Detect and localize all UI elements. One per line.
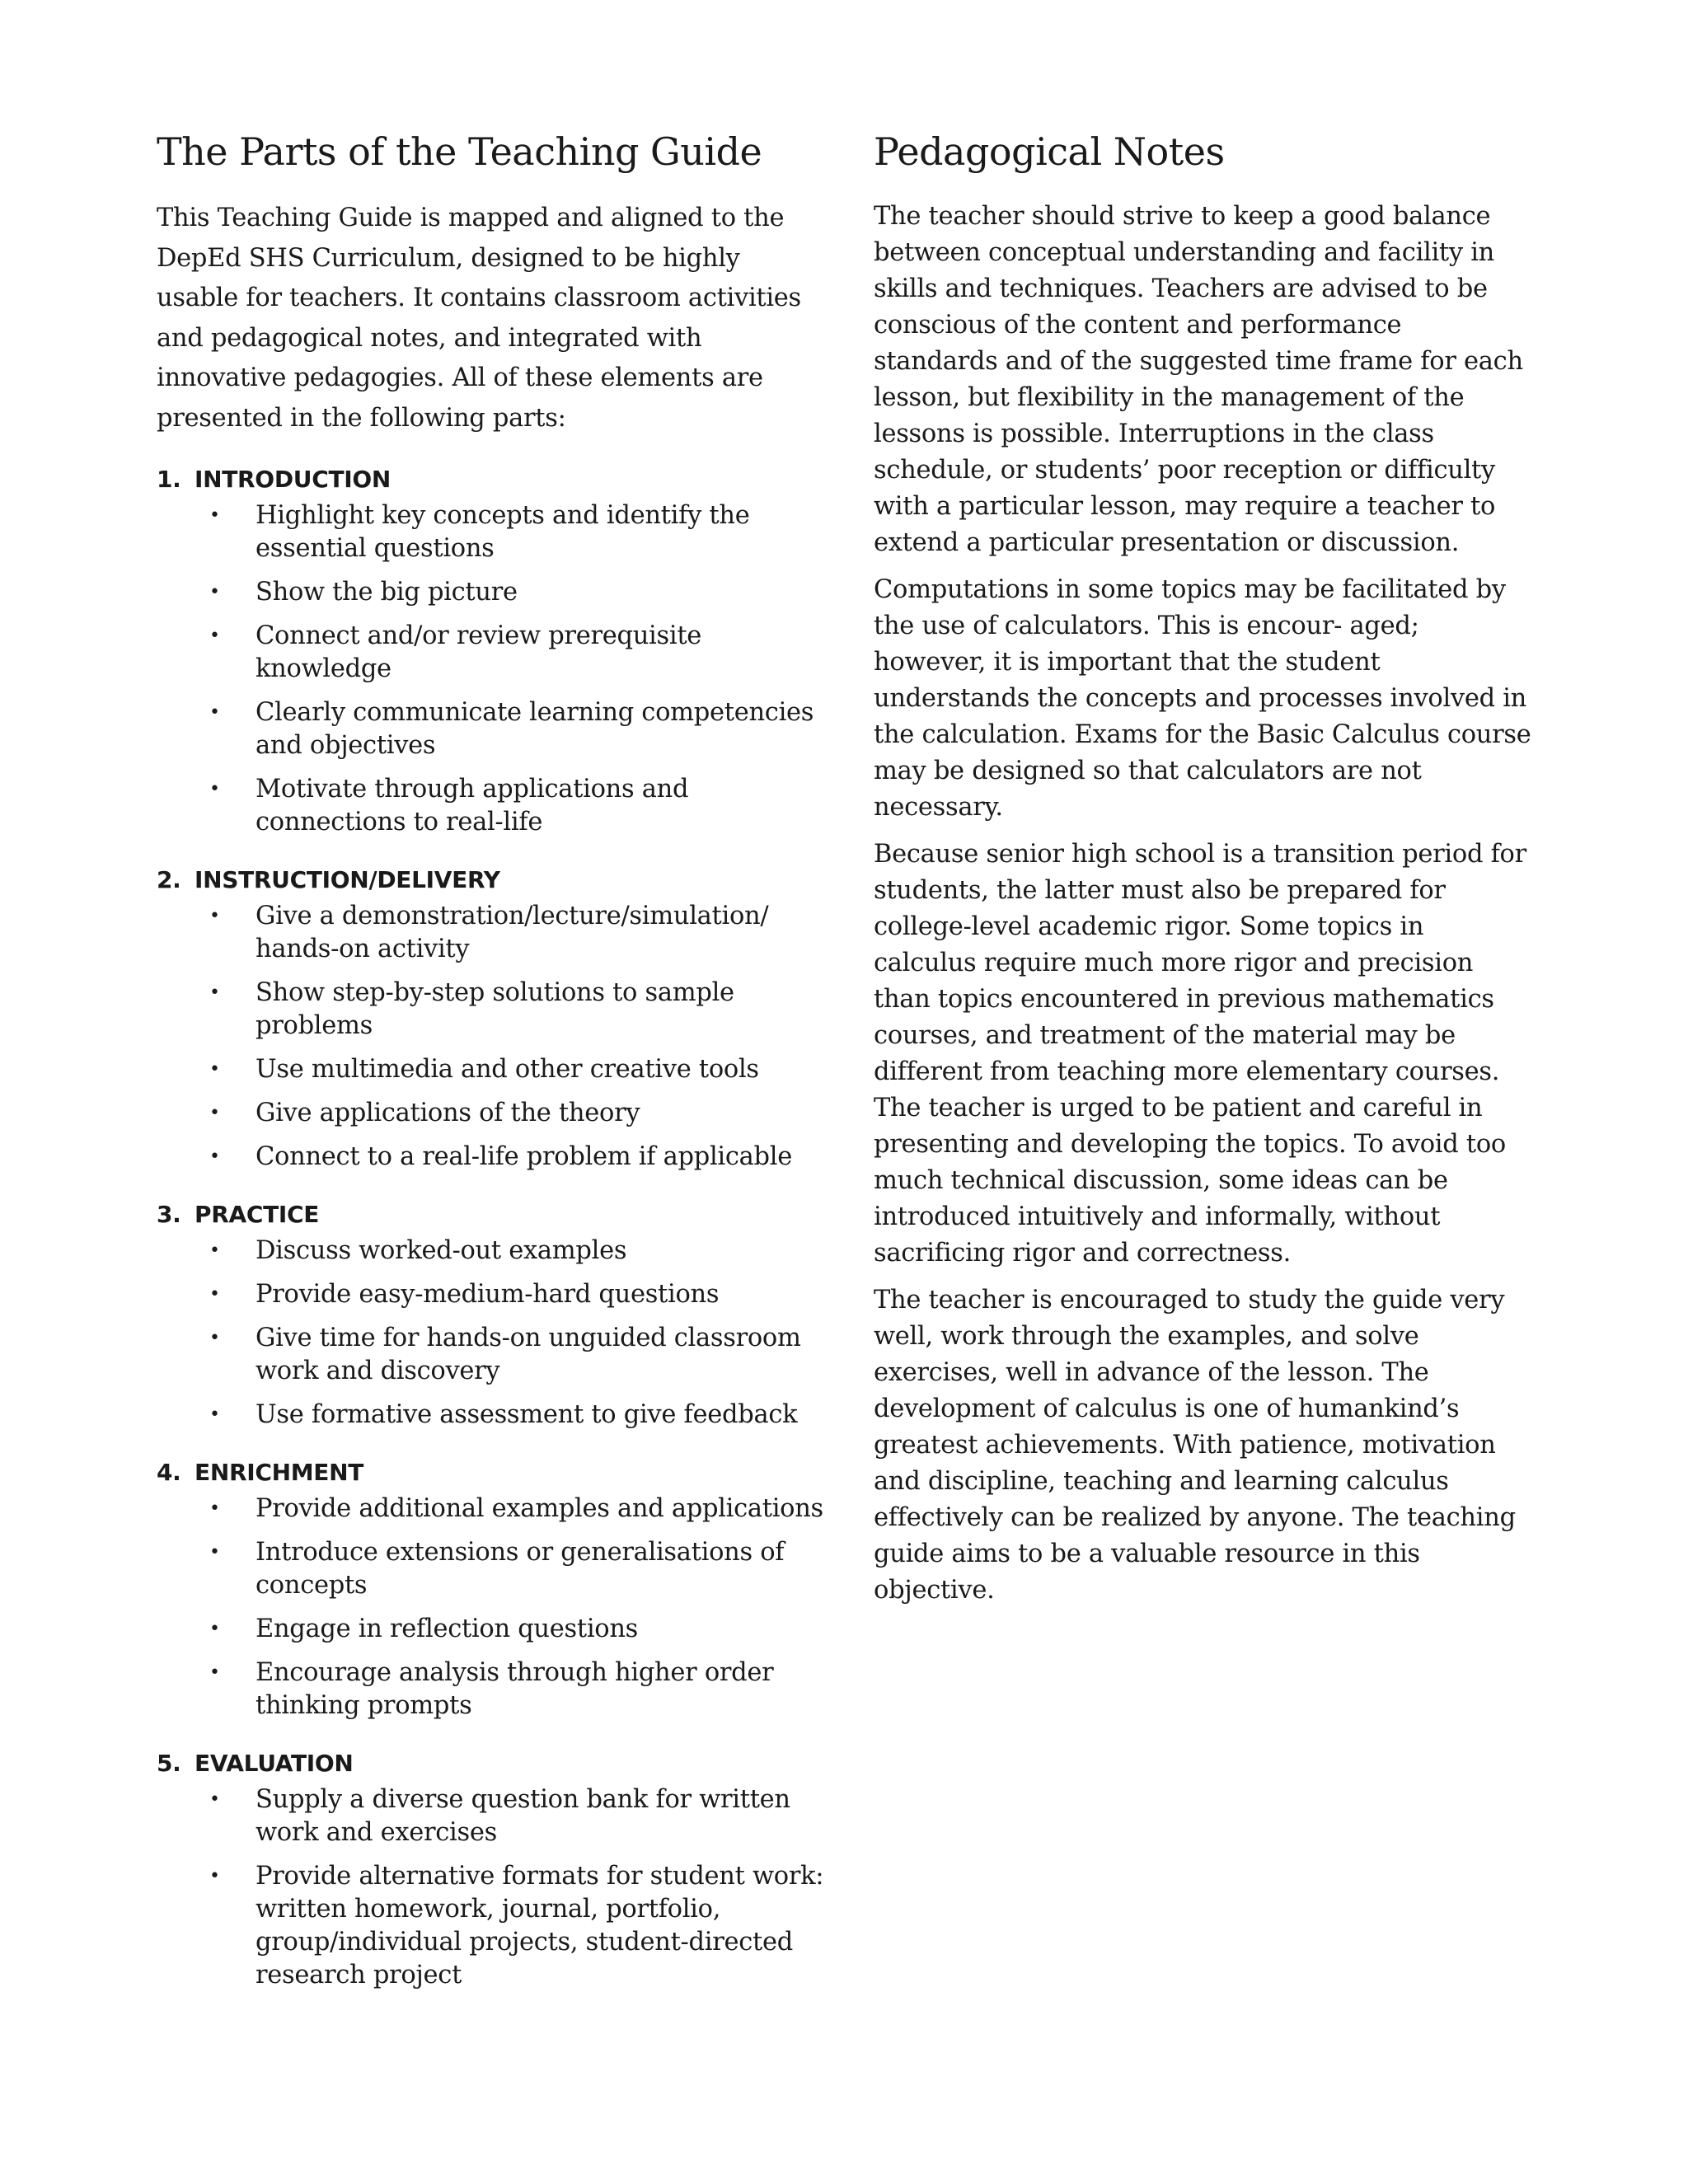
bullet-icon: •: [209, 1328, 220, 1348]
bullet-icon: •: [209, 505, 220, 526]
bullet-icon: •: [209, 1404, 220, 1425]
list-item: [157, 1493, 832, 1526]
notes-paragraph: Because senior high school is a transition period for students, the latter must also be prepared for college-level academic rigor. Some topics in calculus require much more rigor and precision than topics encountered in previous mathematics courses, and treatment of the material may be different from teaching more elementary courses. The teacher is urged to be patient and careful in presenting and developing the topics. To avoid too much technical discussion, some ideas can be introduced intuitively and informally, without sacrificing rigor and correctness.: [874, 840, 1526, 1268]
list-item-text: Provide easy-medium-hard questions: [256, 1280, 720, 1309]
list-item-text: Use multimedia and other creative tools: [256, 1055, 759, 1084]
part-enrichment: [157, 1456, 832, 1722]
list-item: [157, 696, 832, 762]
notes-title: Pedagogical Notes: [874, 129, 1225, 174]
parts-list: [157, 463, 832, 1992]
list-item-text: Motivate through applications and connections to real-life: [256, 775, 689, 837]
list-item: [157, 1657, 832, 1722]
part-number: 4.: [157, 1459, 181, 1486]
bullet-icon: •: [209, 1662, 220, 1683]
bullet-icon: •: [209, 1146, 220, 1167]
list-item: [157, 977, 832, 1043]
list-item-text: Encourage analysis through higher order thinking prompts: [256, 1658, 774, 1720]
list-item-text: Use formative assessment to give feedback: [256, 1400, 798, 1429]
list-item: [157, 1783, 832, 1849]
list-item: [157, 499, 832, 565]
notes-paragraph: The teacher is encouraged to study the guide very well, work through the examples, and solve exercises, well in advance of the lesson. The development of calculus is one of humankind’s greatest achievements. With patience, motivation and discipline, teaching and learning calculus effectively can be realized by anyone. The teaching guide aims to be a valuable resource in this objective.: [874, 1286, 1516, 1605]
part-heading: [157, 463, 832, 496]
list-item-text: Highlight key concepts and identify the essential questions: [256, 501, 750, 563]
list-item: [157, 900, 832, 966]
list-item: [157, 1860, 832, 1992]
list-item-text: Discuss worked-out examples: [256, 1236, 627, 1265]
part-number: 2.: [157, 866, 181, 893]
list-item-text: Introduce extensions or generalisations of concepts: [256, 1538, 785, 1600]
bullet-icon: •: [209, 1866, 220, 1886]
bullet-icon: •: [209, 1619, 220, 1639]
list-item-text: Show the big picture: [256, 578, 518, 607]
list-item-text: Give time for hands-on unguided classroom work and discovery: [256, 1324, 801, 1385]
list-item: [157, 1141, 832, 1174]
list-item-text: Give applications of the theory: [256, 1099, 640, 1127]
list-item: [157, 1399, 832, 1432]
list-item-text: Provide additional examples and applications: [256, 1494, 823, 1523]
bullet-icon: •: [209, 626, 220, 646]
bullet-icon: •: [209, 1103, 220, 1123]
part-heading-label: INSTRUCTION/DELIVERY: [195, 866, 500, 893]
notes-paragraph: The teacher should strive to keep a good balance between conceptual understanding and facility in skills and techniques. Teachers are advised to be conscious of the content and performance standards and of the suggested time frame for each lesson, but flexibility in the management of the lessons is possible. Interruptions in the class schedule, or students’ poor reception or difficulty with a particular lesson, may require a teacher to extend a particular presentation or discussion.: [874, 202, 1523, 557]
bullet-icon: •: [209, 1284, 220, 1305]
list-item: [157, 1053, 832, 1086]
bullet-list: [157, 1783, 832, 1992]
notes-paragraph: Computations in some topics may be facilitated by the use of calculators. This is encour- aged; however, it is important that the student understands the concepts and processes involved in the calculation. Exams for the Basic Calculus course may be designed so that calculators are not necessary.: [874, 575, 1531, 822]
bullet-list: [157, 499, 832, 839]
bullet-list: [157, 900, 832, 1174]
bullet-icon: •: [209, 582, 220, 602]
list-item: [157, 1235, 832, 1268]
part-heading-label: INTRODUCTION: [195, 466, 391, 493]
part-heading: [157, 1456, 832, 1489]
bullet-icon: •: [209, 1498, 220, 1519]
part-introduction: [157, 463, 832, 839]
part-heading-label: EVALUATION: [195, 1750, 354, 1777]
bullet-icon: •: [209, 1059, 220, 1080]
list-item: [157, 1278, 832, 1311]
list-item: [157, 620, 832, 686]
list-item-text: Show step-by-step solutions to sample problems: [256, 978, 734, 1040]
part-number: 1.: [157, 466, 181, 493]
list-item: [157, 1322, 832, 1388]
list-item-text: Supply a diverse question bank for written work and exercises: [256, 1785, 790, 1847]
list-item-text: Give a demonstration/lecture/simulation/ hands-on activity: [256, 902, 769, 963]
list-item: [157, 576, 832, 609]
bullet-list: [157, 1235, 832, 1432]
list-item-text: Connect to a real-life problem if applicable: [256, 1142, 792, 1171]
part-heading: [157, 1198, 832, 1231]
bullet-icon: •: [209, 779, 220, 799]
part-heading-label: ENRICHMENT: [195, 1459, 364, 1486]
list-item: [157, 1097, 832, 1130]
list-item-text: Provide alternative formats for student work: written homework, journal, portfolio, group/individual projects, student-directed research project: [256, 1862, 824, 1990]
part-heading: [157, 864, 832, 897]
list-item: [157, 1613, 832, 1646]
part-practice: [157, 1198, 832, 1432]
bullet-icon: •: [209, 702, 220, 723]
parts-title: The Parts of the Teaching Guide: [157, 129, 762, 174]
part-number: 5.: [157, 1750, 181, 1777]
bullet-list: [157, 1493, 832, 1722]
list-item-text: Clearly communicate learning competencies and objectives: [256, 698, 814, 760]
part-evaluation: [157, 1747, 832, 1992]
part-heading-label: PRACTICE: [195, 1201, 320, 1228]
list-item-text: Engage in reflection questions: [256, 1615, 639, 1643]
list-item: [157, 773, 832, 839]
bullet-icon: •: [209, 906, 220, 926]
part-instruction-delivery: [157, 864, 832, 1174]
list-item: [157, 1536, 832, 1602]
bullet-icon: •: [209, 1240, 220, 1261]
bullet-icon: •: [209, 1789, 220, 1810]
part-number: 3.: [157, 1201, 181, 1228]
bullet-icon: •: [209, 982, 220, 1003]
bullet-icon: •: [209, 1542, 220, 1563]
pedagogical-notes: [874, 199, 1533, 1609]
list-item-text: Connect and/or review prerequisite knowledge: [256, 621, 702, 683]
parts-intro: This Teaching Guide is mapped and aligned to the DepEd SHS Curriculum, designed to be highly usable for teachers. It contains classroom activities and pedagogical notes, and integrated with innovative pedagogies. All of these elements are presented in the following parts:: [157, 204, 801, 433]
part-heading: [157, 1747, 832, 1780]
